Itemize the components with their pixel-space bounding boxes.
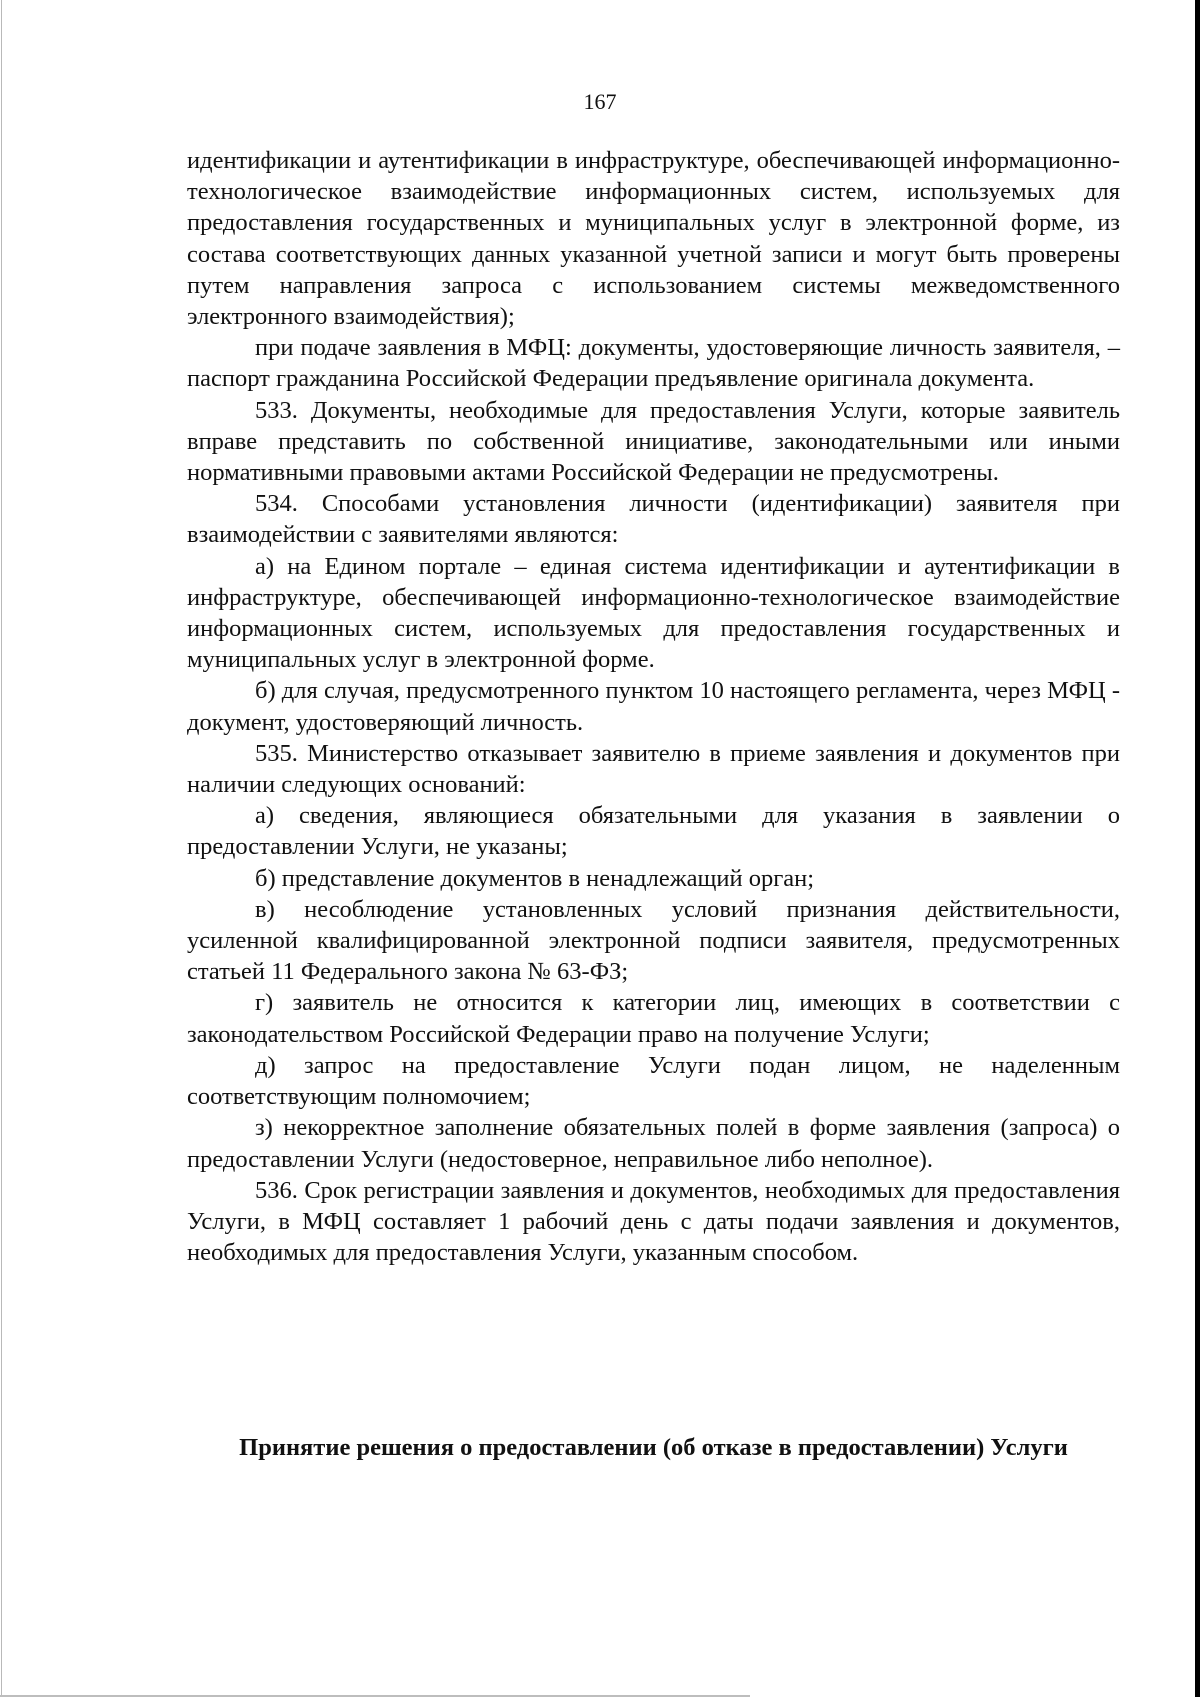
scan-edge-right: [1195, 0, 1200, 1697]
paragraph-533: 533. Документы, необходимые для предоставления Услуги, которые заявитель вправе представить по собственной инициативе, законодательными или иными нормативными правовыми актами Российской Федерации не предусмотрены.: [187, 396, 1120, 487]
paragraph-535-d: д) запрос на предоставление Услуги подан лицом, не наделенным соответствующим полномочием;: [187, 1051, 1120, 1111]
paragraph-534-a: а) на Едином портале – единая система идентификации и аутентификации в инфраструктуре, обеспечивающей информационно-технологическое взаимодействие информационных систем, используемых для предоставления государственных и муниципальных услуг в электронной форме.: [187, 552, 1120, 674]
paragraph-535-g: г) заявитель не относится к категории лиц, имеющих в соответствии с законодательством Российской Федерации право на получение Услуги;: [187, 989, 1120, 1048]
section-heading: Принятие решения о предоставлении (об отказе в предоставлении) Услуги: [239, 1434, 1068, 1461]
page-number: 167: [583, 89, 617, 114]
scan-edge-left: [1, 0, 2, 1697]
paragraph-535-v: в) несоблюдение установленных условий признания действительности, усиленной квалифицированной электронной подписи заявителя, предусмотренных статьей 11 Федерального закона № 63-ФЗ;: [187, 895, 1120, 986]
paragraph-535-a: а) сведения, являющиеся обязательными для указания в заявлении о предоставлении Услуги, не указаны;: [187, 802, 1120, 861]
paragraph-continuation: идентификации и аутентификации в инфраструктуре, обеспечивающей информационно-технологическое взаимодействие информационных систем, используемых для предоставления государственных и муниципальных услуг в электронной форме, из состава соответствующих данных указанной учетной записи и могут быть проверены путем направления запроса с использованием системы межведомственного электронного взаимодействия);: [187, 147, 1120, 331]
paragraph-534-b: б) для случая, предусмотренного пунктом 10 настоящего регламента, через МФЦ - документ, удостоверяющий личность.: [187, 677, 1120, 736]
paragraph-536: 536. Срок регистрации заявления и документов, необходимых для предоставления Услуги, в МФЦ составляет 1 рабочий день с даты подачи заявления и документов, необходимых для предоставления Услуги, указанным способом.: [187, 1176, 1120, 1267]
paragraph-534: 534. Способами установления личности (идентификации) заявителя при взаимодействии с заявителями являются:: [187, 490, 1120, 549]
paragraph-535-b: б) представление документов в ненадлежащий орган;: [255, 864, 815, 892]
paragraph-mfc-documents: при подаче заявления в МФЦ: документы, удостоверяющие личность заявителя, – паспорт гражданина Российской Федерации предъявление оригинала документа.: [187, 334, 1120, 393]
paragraph-535-z: з) некорректное заполнение обязательных полей в форме заявления (запроса) о предоставлении Услуги (недостоверное, неправильное либо неполное).: [187, 1114, 1120, 1173]
document-body: [187, 145, 1120, 1268]
paragraph-535: 535. Министерство отказывает заявителю в приеме заявления и документов при наличии следующих оснований:: [187, 739, 1120, 799]
